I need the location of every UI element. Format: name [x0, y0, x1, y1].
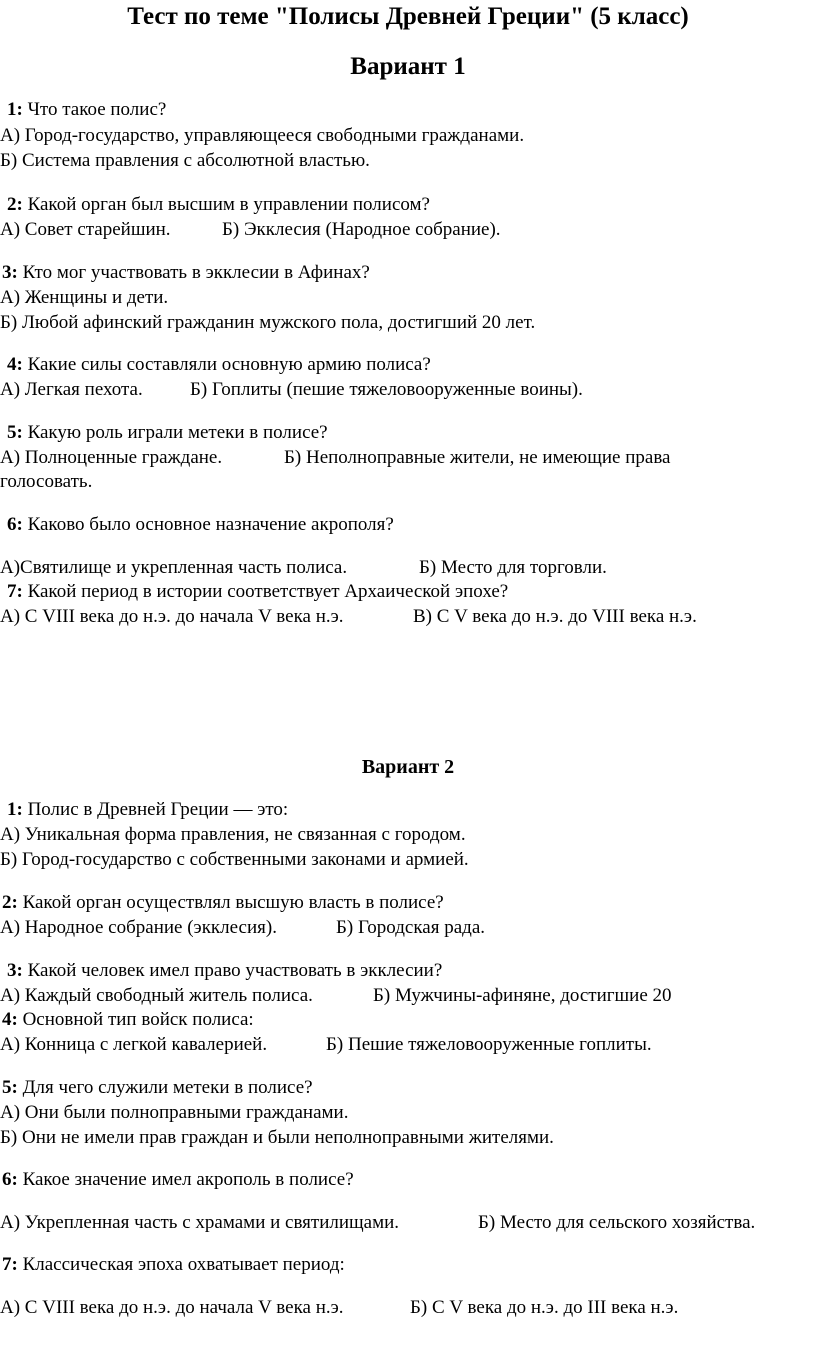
answer-b: Б) Система правления с абсолютной властью. — [0, 150, 370, 171]
question-text: Полис в Древней Греции — это: — [22, 799, 289, 820]
answer-a: А) Укрепленная часть с храмами и святилищами. — [0, 1212, 400, 1233]
answer-b: Б) Городская рада. — [336, 917, 486, 938]
answer-b: Б) Неполноправные жители, не имеющие права — [284, 447, 671, 468]
question-number: 1: — [7, 799, 23, 820]
answer-a: А) Уникальная форма правления, не связанная с городом. — [0, 824, 466, 845]
answer-b: Б) Экклесия (Народное собрание). — [222, 219, 501, 240]
question-6 — [2, 1168, 354, 1192]
question-text: Какое значение имел акрополь в полисе? — [17, 1169, 354, 1190]
answer-a: А) Они были полноправными гражданами. — [0, 1102, 349, 1123]
question-6 — [7, 513, 394, 537]
question-number: 1: — [7, 99, 23, 120]
answer-b: Б) Место для сельского хозяйства. — [478, 1212, 756, 1233]
answer-b: Б) Они не имели прав граждан и были неполноправными жителями. — [0, 1127, 554, 1148]
question-1 — [7, 98, 166, 122]
question-text: Какие силы составляли основную армию полиса? — [22, 354, 431, 375]
variant-1-heading: Вариант 1 — [350, 53, 466, 80]
question-number: 7: — [7, 581, 23, 602]
variant-2-heading: Вариант 2 — [361, 756, 455, 778]
answer-a: А) Город-государство, управляющееся свободными гражданами. — [0, 125, 525, 146]
question-4 — [7, 353, 431, 377]
question-number: 6: — [7, 514, 23, 535]
answer-a: А) Каждый свободный житель полиса. — [0, 985, 313, 1006]
question-4 — [2, 1008, 254, 1032]
question-text: Какой орган был высшим в управлении полисом? — [22, 194, 430, 215]
question-text: Какой орган осуществлял высшую власть в полисе? — [17, 892, 444, 913]
answer-b: Б) Пешие тяжеловооруженные гоплиты. — [326, 1034, 652, 1055]
answer-b: Б) С V века до н.э. до III века н.э. — [410, 1297, 679, 1318]
answer-b: В) С V века до н.э. до VIII века н.э. — [413, 606, 697, 627]
question-number: 4: — [7, 354, 23, 375]
question-text: Для чего служили метеки в полисе? — [17, 1077, 313, 1098]
answer-a: А) Легкая пехота. — [0, 379, 143, 400]
question-7 — [7, 580, 508, 604]
question-number: 5: — [7, 422, 23, 443]
answer-b-continued: голосовать. — [0, 471, 93, 492]
question-3 — [7, 959, 442, 983]
question-number: 6: — [2, 1169, 18, 1190]
answer-b: Б) Город-государство с собственными законами и армией. — [0, 849, 469, 870]
answer-a: А)Святилище и укрепленная часть полиса. — [0, 557, 348, 578]
question-number: 4: — [2, 1009, 18, 1030]
answer-a: А) Народное собрание (экклесия). — [0, 917, 277, 938]
question-number: 3: — [7, 960, 23, 981]
question-text: Каково было основное назначение акрополя? — [22, 514, 394, 535]
question-number: 2: — [2, 892, 18, 913]
answer-a: А) Женщины и дети. — [0, 287, 169, 308]
answer-a: А) С VIII века до н.э. до начала V века н.э. — [0, 1297, 344, 1318]
question-text: Какой период в истории соответствует Архаической эпохе? — [22, 581, 509, 602]
question-number: 2: — [7, 194, 23, 215]
question-text: Какой человек имел право участвовать в экклесии? — [22, 960, 443, 981]
question-text: Кто мог участвовать в экклесии в Афинах? — [17, 262, 370, 283]
question-2 — [7, 193, 430, 217]
question-number: 3: — [2, 262, 18, 283]
question-text: Классическая эпоха охватывает период: — [17, 1254, 345, 1275]
question-text: Какую роль играли метеки в полисе? — [22, 422, 328, 443]
question-2 — [2, 891, 444, 915]
question-1 — [7, 798, 288, 822]
page-title: Тест по теме "Полисы Древней Греции" (5 класс) — [127, 3, 689, 30]
question-3 — [2, 261, 370, 285]
question-text: Что такое полис? — [22, 99, 167, 120]
answer-a: А) Конница с легкой кавалерией. — [0, 1034, 268, 1055]
question-5 — [2, 1076, 313, 1100]
question-7 — [2, 1253, 345, 1277]
answer-a: А) Совет старейшин. — [0, 219, 171, 240]
question-number: 7: — [2, 1254, 18, 1275]
answer-b: Б) Мужчины-афиняне, достигшие 20 — [373, 985, 672, 1006]
answer-a: А) Полноценные граждане. — [0, 447, 223, 468]
question-5 — [7, 421, 328, 445]
question-text: Основной тип войск полиса: — [17, 1009, 254, 1030]
answer-b: Б) Место для торговли. — [419, 557, 607, 578]
answer-b: Б) Любой афинский гражданин мужского пола, достигший 20 лет. — [0, 312, 536, 333]
question-number: 5: — [2, 1077, 18, 1098]
answer-b: Б) Гоплиты (пешие тяжеловооруженные воины). — [190, 379, 583, 400]
answer-a: А) С VIII века до н.э. до начала V века н.э. — [0, 606, 344, 627]
